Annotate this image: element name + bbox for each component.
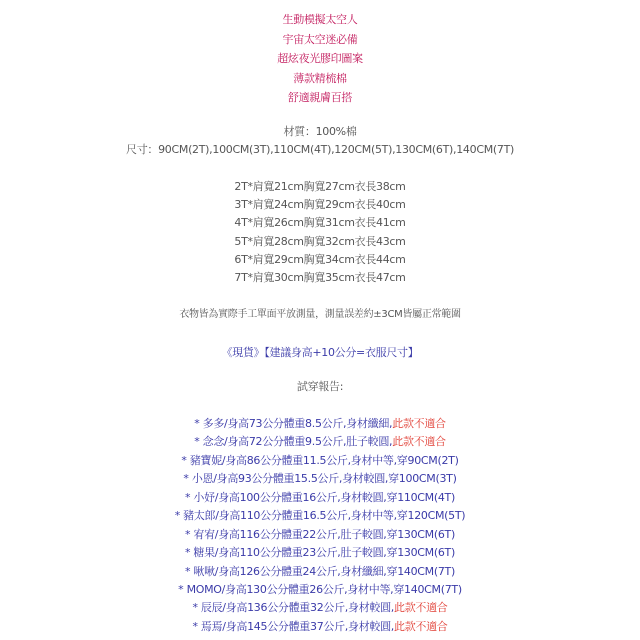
report-row-text: * 啾啾/身高126公分體重24公斤,身材纖細,穿140CM(7T) [185, 565, 455, 578]
stock-line: 《現貨》【建議身高+10公分=衣服尺寸】 [221, 346, 419, 359]
report-row-text: * 糖果/身高110公分體重23公斤,肚子較圓,穿130CM(6T) [185, 546, 455, 559]
report-row-text: * MOMO/身高130公分體重26公斤,身材中等,穿140CM(7T) [178, 583, 462, 596]
feature-line: 宇宙太空迷必備 [282, 33, 358, 46]
report-row-text: * 念念/身高72公分體重9.5公斤,肚子較圓, [194, 435, 393, 448]
report-row [0, 454, 640, 468]
report-row-text: * 豬寶妮/身高86公分體重11.5公斤,身材中等,穿90CM(2T) [181, 454, 459, 467]
feature-line: 舒適親膚百搭 [287, 91, 353, 104]
measurement-row: 7T*肩寬30cm胸寬35cm衣長47cm [234, 271, 406, 284]
report-row-text: * 焉焉/身高145公分體重37公斤,身材較圓, [192, 620, 394, 633]
measurement-row: 5T*肩寬28cm胸寬32cm衣長43cm [234, 235, 406, 248]
report-row-text: * 宥宥/身高116公分體重22公斤,肚子較圓,穿130CM(6T) [185, 528, 455, 541]
sizes-text: 尺寸：90CM(2T),100CM(3T),110CM(4T),120CM(5T),130CM(6T),140CM(7T) [126, 143, 514, 156]
feature-line: 超炫夜光膠印圖案 [277, 52, 363, 65]
report-row [0, 583, 640, 597]
material-text: 材質：100%棉 [283, 125, 357, 138]
measurement-row: 2T*肩寬21cm胸寬27cm衣長38cm [234, 180, 406, 193]
feature-line: 薄款精梳棉 [293, 72, 347, 85]
report-row [0, 491, 640, 505]
measurement-row: 6T*肩寬29cm胸寬34cm衣長44cm [234, 253, 406, 266]
not-suitable-note: 此款不適合 [392, 435, 446, 448]
not-suitable-note: 此款不適合 [394, 620, 448, 633]
report-row [0, 546, 640, 560]
report-row [0, 417, 640, 431]
report-row-text: * 豬太郎/身高110公分體重16.5公斤,身材中等,穿120CM(5T) [174, 509, 466, 522]
measurement-row: 3T*肩寬24cm胸寬29cm衣長40cm [234, 198, 406, 211]
report-row-text: * 辰辰/身高136公分體重32公斤,身材較圓, [192, 601, 394, 614]
report-row [0, 620, 640, 634]
feature-line: 生動模擬太空人 [282, 13, 358, 26]
report-row-text: * 小恩/身高93公分體重15.5公斤,身材較圓,穿100CM(3T) [183, 472, 457, 485]
measurement-note: 衣物皆為實際手工單面平放測量，測量誤差約±3CM皆屬正常範圍 [179, 309, 461, 320]
report-row [0, 601, 640, 615]
report-row [0, 435, 640, 449]
not-suitable-note: 此款不適合 [394, 601, 448, 614]
not-suitable-note: 此款不適合 [392, 417, 446, 430]
report-row-text: * 多多/身高73公分體重8.5公斤,身材纖細, [194, 417, 393, 430]
report-row [0, 472, 640, 486]
report-row [0, 565, 640, 579]
report-row [0, 509, 640, 523]
measurement-row: 4T*肩寬26cm胸寬31cm衣長41cm [234, 216, 406, 229]
report-row-text: * 小妤/身高100公分體重16公斤,身材較圓,穿110CM(4T) [185, 491, 455, 504]
report-row [0, 528, 640, 542]
report-title: 試穿報告: [296, 380, 344, 393]
